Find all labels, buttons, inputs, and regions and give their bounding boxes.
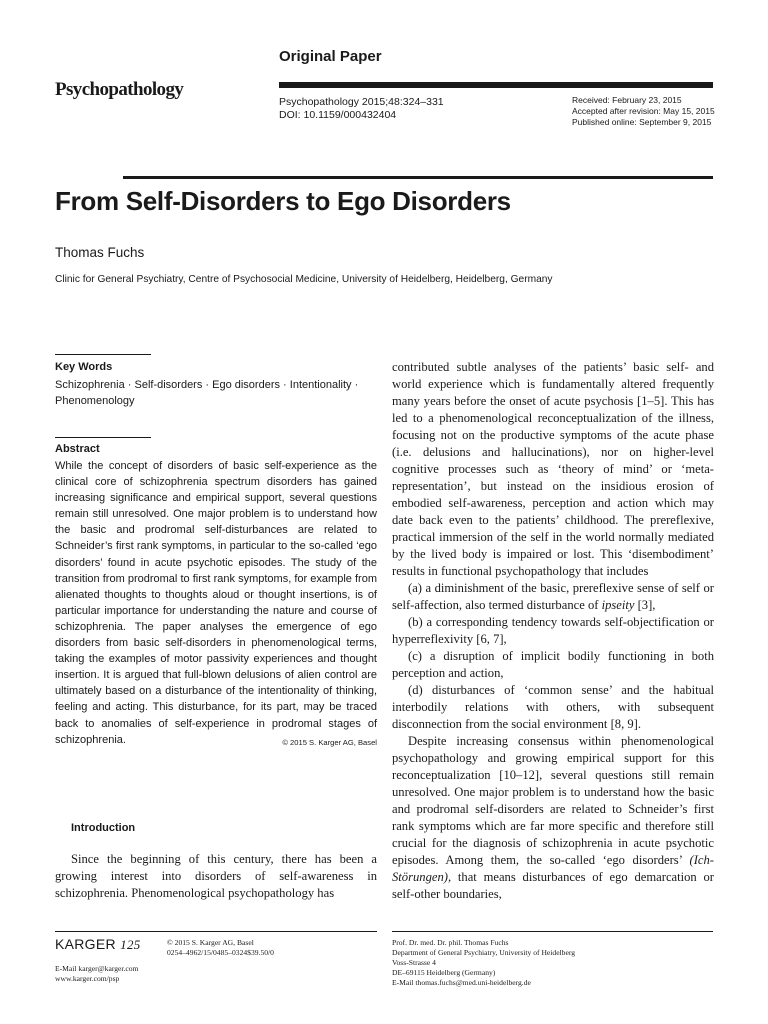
list-item-b: (b) a corresponding tendency towards self-objectification or hyperreflexivity [6, 7], (392, 615, 714, 646)
keywords-list: Schizophrenia · Self-disorders · Ego disorders · Intentionality · Phenomenology (55, 379, 359, 407)
abstract-text: While the concept of disorders of basic self-experience as the clinical core of schizophrenia spectrum disorders has gained increasing significance and empirical support, several questions remain still unresolved. One major problem is to understand how the basic and prodromal self-disturbances are related to Schneider’s first rank symptoms, in particular to the so-called ‘ego disorders’ found in acute psychotic episodes. The study of the transition from prodromal to first rank symptoms, for example from alienated thoughts to thoughts aloud or thought insertions, is of particular importance for understanding the nature and course of schizophrenia. The paper analyses the emergence of ego disorders from basic self-disorders in phenomenological terms, taking the examples of motor passivity experiences and thought insertion. It is argued that full-blown delusions of alien control are ultimately based on a disturbance of the intentionality of thinking, feeling and acting. This disturbance, for its part, may be traced back to anomalies of self-experience in prodromal stages of schizophrenia. (55, 460, 377, 746)
abstract-copyright: © 2015 S. Karger AG, Basel (282, 737, 377, 747)
introduction-text: Since the beginning of this century, there has been a growing interest into disorders of self-awareness in schizophrenia. Phenomenological psychopathology has (55, 852, 377, 900)
list-item-d: (d) disturbances of ‘common sense’ and the habitual interbodily relations with others, with subsequent disconnection from the social environment [8, 9]. (392, 683, 714, 731)
citation-doi[interactable]: DOI: 10.1159/000432404 (279, 109, 397, 121)
citation-volume: Psychopathology 2015;48:324–331 (279, 96, 444, 108)
abstract-heading: Abstract (55, 443, 100, 455)
article-dates (572, 95, 715, 128)
publisher-website[interactable]: www.karger.com/psp (55, 974, 120, 983)
footer-copyright: © 2015 S. Karger AG, Basel 0254–4962/15/0485–0324$39.50/0 (167, 938, 274, 957)
right-column (392, 359, 714, 903)
list-item-a: (a) a diminishment of the basic, prereflexive sense of self or self-affection, also termed disturbance of ipseity [3], (392, 581, 714, 612)
abstract-rule (55, 437, 151, 438)
introduction-heading: Introduction (71, 822, 136, 834)
correspondence-address: Prof. Dr. med. Dr. phil. Thomas Fuchs Department of General Psychiatry, University of Heidelberg Voss-Strasse 4 DE–69115 Heidelberg (Germany) E-Mail thomas.fuchs@med.uni-heidelberg.de (392, 938, 576, 987)
publisher-email[interactable]: E-Mail karger@karger.com (55, 964, 139, 973)
karger-logo: KARGER 125 (55, 936, 141, 952)
karger-anniversary: 125 (120, 937, 141, 952)
paragraph-despite: Despite increasing consensus within phenomenological psychopathology and growing empirical support for this reconceptualization [10–12], several questions still remain unresolved. One major problem is to understand how the basic and prodromal self-disorders are related to Schneider’s first rank symptoms which are far more specific and therefore still crucial for the diagnosis of schizophrenia in acute psychotic episodes. Among them, the so-called ‘ego disorders’ (Ich-Störungen), that means disturbances of ego demarcation or self-other boundaries, (392, 734, 714, 901)
footer-contact (55, 964, 138, 984)
footer-rule-left (55, 931, 377, 932)
affiliation: Clinic for General Psychiatry, Centre of Psychosocial Medicine, University of Heidelberg, Heidelberg, Germany (55, 274, 553, 285)
paper-type: Original Paper (279, 48, 382, 65)
author-email[interactable]: E-Mail thomas.fuchs@med.uni-heidelberg.de (392, 978, 531, 987)
accepted-date: Accepted after revision: May 15, 2015 (572, 106, 715, 116)
article-title: From Self-Disorders to Ego Disorders (55, 186, 511, 216)
received-date: Received: February 23, 2015 (572, 95, 682, 105)
abstract-body (55, 458, 377, 751)
paragraph-continued: contributed subtle analyses of the patients’ basic self- and world experience which is fundamentally altered frequently many years before the onset of acute psychosis [1–5]. This has led to a phenomenological reconceptualization of the illness, focusing not on the productive symptoms of the acute phase (i.e. delusions and hallucinations), nor on higher-level cognitive processes such as ‘theory of mind’ or ‘meta-representation’, but instead on the insidious erosion of embodied self-awareness, perception and action which may date back even to the patients’ childhood. The prereflexive, practical immersion of the self in the world normally mediated by the lived body is impaired or lost. This ‘disembodiment’ results in functional psychopathology that includes (392, 360, 714, 578)
published-date: Published online: September 9, 2015 (572, 117, 712, 127)
author-name: Thomas Fuchs (55, 245, 145, 260)
keywords-rule (55, 354, 151, 355)
citation (279, 96, 444, 122)
title-rule (123, 176, 713, 179)
keywords-heading: Key Words (55, 361, 113, 373)
header-rule (279, 82, 713, 88)
journal-name: Psychopathology (55, 79, 184, 100)
list-item-c: (c) a disruption of implicit bodily functioning in both perception and action, (392, 649, 714, 680)
footer-rule-right (392, 931, 713, 932)
